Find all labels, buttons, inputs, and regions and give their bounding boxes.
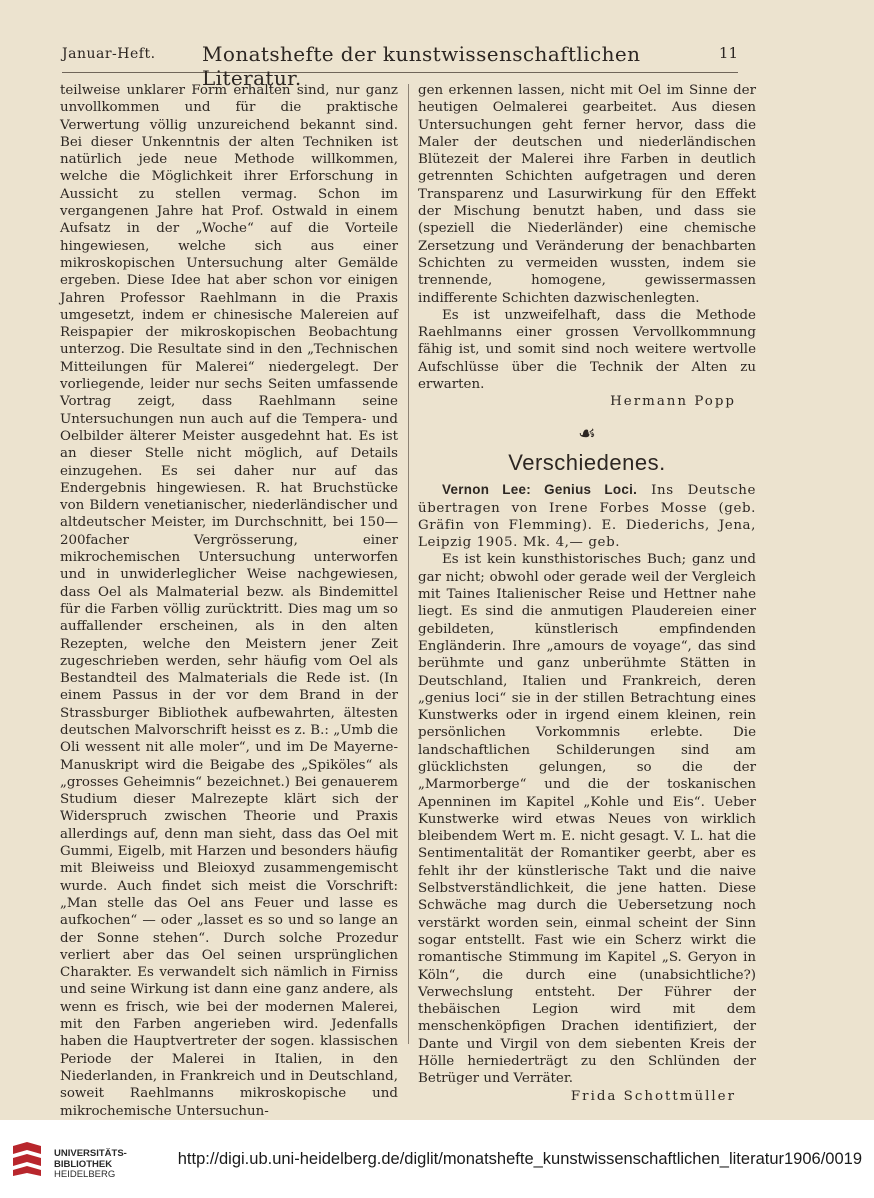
source-url-link[interactable]: http://digi.ub.uni-heidelberg.de/diglit/monatshefte_kunstwissenschaftlichen_literatur1906/0019 [177, 1150, 862, 1168]
book-entry [418, 481, 756, 551]
author-signature-2: Frida Schottmüller [570, 1088, 736, 1104]
logo-line-3: HEIDELBERG [54, 1169, 116, 1180]
footer [0, 1120, 874, 1198]
column-divider [408, 84, 409, 1044]
review-paragraph: Es ist kein kunsthistorisches Buch; ganz und gar nicht; obwohl oder gerade weil der Vergleich mit Taines Italienischer Reise und Hettner nahe liegt. Es sind die anmutigen Plaudereien einer gebildeten, künstlerisch empfindenden Engländerin. Ihre „amours de voyage“, das sind berühmte und ganz unberühmte Stätten in Deutschland, Italien und Frankreich, deren „genius loci“ sie in der stillen Betrachtung eines Kunstwerks oder in irgend einem kleinen, rein persönlichen Vorkommnis erlebte. Die landschaftlichen Schilderungen sind am glücklichsten gelungen, so die der „Marmorberge“ und die der toskanischen Apenninen im Kapitel „Kohle und Eis“. Ueber Kunstwerke wird etwas Neues von wirklich bleibendem Wert m. E. nicht gesagt. V. L. hat die Sentimentalität der Romantiker geerbt, aber es fehlt ihr der künstlerische Takt und die naive Selbstverständlichkeit, die jene hatten. Diese Schwäche mag durch die Uebersetzung noch verstärkt worden sein, einmal scheint der Sinn sogar entstellt. Fast wie ein Scherz wirkt die romantische Stimmung im Kapitel „S. Geryon in Köln“, die durch eine (unabsichtliche?) Verwechslung entsteht. Der Führer der thebäischen Legion wird mit dem menschenköpfigen Drachen identifiziert, der Dante und Virgil von dem siebenten Kreis der Hölle herniederträgt zu den Schlünden der Betrüger und Verräter. [418, 552, 756, 1087]
section-title: Verschiedenes. [508, 449, 666, 475]
right-paragraph-1: gen erkennen lassen, nicht mit Oel im Sinne der heutigen Oelmalerei gearbeitet. Aus diesen Untersuchungen geht ferner hervor, dass die Maler der deutschen und niederländischen Blütezeit der Malerei ihre Farben in deutlich getrennten Schichten aufgetragen und deren Transparenz und Lasurwirkung für den Effekt der Mischung benutzt haben, und dass sie (speziell die Niederländer) eine chemische Zersetzung und Veränderung der benachbarten Schichten zu vermeiden wussten, indem sie trennende, homogene, gewissermassen indifferente Schichten dazwischenlegten. [418, 83, 756, 306]
journal-title: Monatshefte der kunstwissenschaftlichen Literatur. [202, 42, 641, 90]
right-paragraph-2: Es ist unzweifelhaft, dass die Methode Raehlmanns einer grossen Vervollkommnung fähig ist, und somit sind noch weitere wertvolle Aufschlüsse über die Technik der Alten zu erwarten. [418, 307, 756, 393]
book-details: Ins Deutsche übertragen von Irene Forbes Mosse (geb. Gräfin von Flemming). E. Diederichs, Jena, Leipzig 1905. Mk. 4,— geb. [418, 483, 756, 551]
library-name [54, 1149, 127, 1181]
running-head [62, 40, 738, 90]
author-signature-1: Hermann Popp [610, 394, 736, 410]
page-number: 11 [718, 44, 738, 62]
right-column [418, 82, 756, 1105]
left-column [60, 82, 398, 1120]
book-author-title: Vernon Lee: Genius Loci. [442, 482, 638, 498]
logo-line-1: UNIVERSITÄTS- [54, 1148, 127, 1159]
issue-label: Januar-Heft. [62, 46, 156, 62]
university-library-logo-icon [8, 1140, 46, 1178]
left-paragraph-1: teilweise unklarer Form erhalten sind, nur ganz unvollkommen und für die praktische Verwertung völlig unzureichend bekannt sind. Bei dieser Unkenntnis der alten Techniken ist natürlich jede neue Methode willkommen, welche die Möglichkeit ihrer Erforschung in Aussicht zu stellen vermag. Schon im vergangenen Jahre hat Prof. Ostwald in einem Aufsatz in der „Woche“ auf die Vorteile hingewiesen, welche sich aus einer mikroskopischen Untersuchung alter Gemälde ergeben. Diese Idee hat aber schon vor einigen Jahren Professor Raehlmann in die Praxis umgesetzt, indem er chinesische Malereien auf Reispapier der mikroskopischen Beobachtung unterzog. Die Resultate sind in den „Technischen Mitteilungen für Malerei“ niedergelegt. Der vorliegende, leider nur sechs Seiten umfassende Vortrag zeigt, dass Raehlmann seine Untersuchungen nun auch auf die Tempera- und Oelbilder älterer Meister ausgedehnt hat. Es ist an dieser Stelle nicht möglich, auf Details einzugehen. Es sei daher nur auf das Endergebnis hingewiesen. R. hat Bruchstücke von Bildern venetianischer, niederländischer und altdeutscher Meister, im Durchschnitt, bei 150—200facher Vergrösserung, einer mikrochemischen Untersuchung unterworfen und in unwiderleglicher Weise nachgewiesen, dass Oel als Malmaterial bezw. als Bindemittel für die Farben völlig zurücktritt. Dies mag um so auffallender erscheinen, als in den alten Rezepten, welche den Meistern jener Zeit zugeschrieben werden, sehr häufig vom Oel als Bestandteil des Malmaterials die Rede ist. (In einem Passus in der vor dem Brand in der Strassburger Bibliothek aufbewahrten, ältesten deutschen Malvorschrift heisst es z. B.: „Umb die Oli wessent nit alle moler“, und im De Mayerne-Manuskript wird die Beigabe des „Spiköles“ als „grosses Geheimnis“ bezeichnet.) Bei genauerem Studium dieser Malrezepte klärt sich der Widerspruch zwischen Theorie und Praxis allerdings auf, denn man sieht, dass das Oel mit Gummi, Eigelb, mit Harzen und besonders häufig mit Bleiweiss und Bleioxyd zusammengemischt wurde. Auch findet sich meist die Vorschrift: „Man stelle das Oel ans Feuer und lasse es aufkochen“ — oder „lasset es so und so lange an der Sonne stehen“. Durch solche Prozedur verliert aber das Oel seinen ursprünglichen Charakter. Es verwandelt sich nämlich in Firniss und seine Wirkung ist dann eine ganz andere, als wenn es frisch, wie bei der modernen Malerei, mit den Farben angerieben wird. Jedenfalls haben die Hauptvertreter der sogen. klassischen Periode der Malerei in Italien, in den Niederlanden, in Frankreich und in Deutschland, soweit Raehlmanns mikroskopische und mikrochemische Untersuchun- [60, 83, 398, 1119]
ornament-icon: ☙ [578, 420, 596, 445]
logo-line-2: BIBLIOTHEK [54, 1158, 113, 1170]
